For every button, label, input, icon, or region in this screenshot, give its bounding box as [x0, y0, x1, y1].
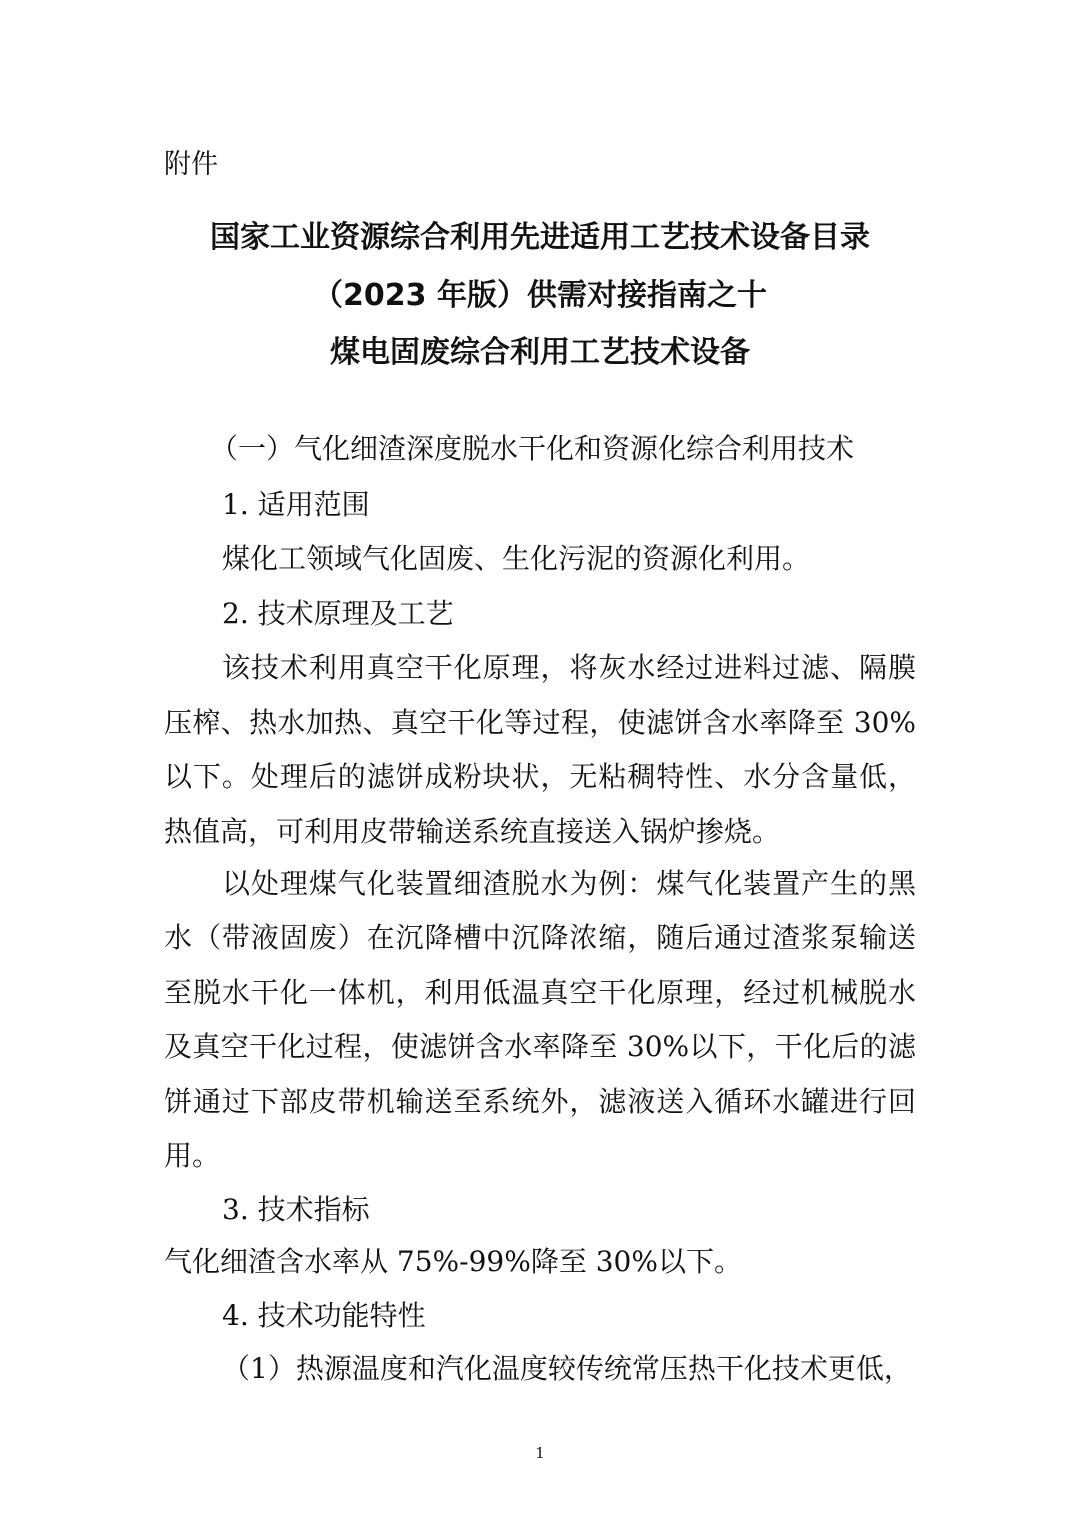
paragraph-line: 至脱水干化一体机，利用低温真空干化原理，经过机械脱水: [164, 976, 916, 1009]
paragraph-line: 热值高，可利用皮带输送系统直接送入锅炉掺烧。: [164, 815, 781, 848]
subheading-scope: 1. 适用范围: [222, 488, 370, 521]
subheading-principle: 2. 技术原理及工艺: [222, 597, 454, 630]
paragraph-line: 饼通过下部皮带机输送至系统外，滤液送入循环水罐进行回: [164, 1085, 916, 1118]
subheading-indicators: 3. 技术指标: [222, 1193, 370, 1226]
paragraph-line: 该技术利用真空干化原理，将灰水经过进料过滤、隔膜: [222, 651, 916, 684]
paragraph-line: （1）热源温度和汽化温度较传统常压热干化技术更低，: [222, 1352, 912, 1385]
page-number: 1: [535, 1444, 545, 1462]
title-line-1: 国家工业资源综合利用先进适用工艺技术设备目录: [210, 220, 870, 255]
paragraph-line: 水（带液固废）在沉降槽中沉降浓缩，随后通过渣浆泵输送: [164, 921, 916, 954]
title-line-2: （2023 年版）供需对接指南之十: [313, 278, 767, 313]
attachment-label: 附件: [164, 149, 218, 180]
paragraph-line: 以下。处理后的滤饼成粉块状，无粘稠特性、水分含量低，: [164, 760, 916, 793]
paragraph-line: 煤化工领域气化固废、生化污泥的资源化利用。: [222, 542, 811, 575]
paragraph-line: 以处理煤气化装置细渣脱水为例：煤气化装置产生的黑: [222, 867, 916, 900]
subheading-features: 4. 技术功能特性: [222, 1299, 426, 1332]
paragraph-line: 压榨、热水加热、真空干化等过程，使滤饼含水率降至 30%: [164, 706, 916, 739]
section-heading: （一）气化细渣深度脱水干化和资源化综合利用技术: [210, 432, 855, 465]
paragraph-line: 气化细渣含水率从 75%-99%降至 30%以下。: [164, 1245, 742, 1278]
paragraph-line: 及真空干化过程，使滤饼含水率降至 30%以下，干化后的滤: [164, 1030, 916, 1063]
title-line-3: 煤电固废综合利用工艺技术设备: [330, 335, 750, 370]
paragraph-line: 用。: [164, 1139, 221, 1172]
